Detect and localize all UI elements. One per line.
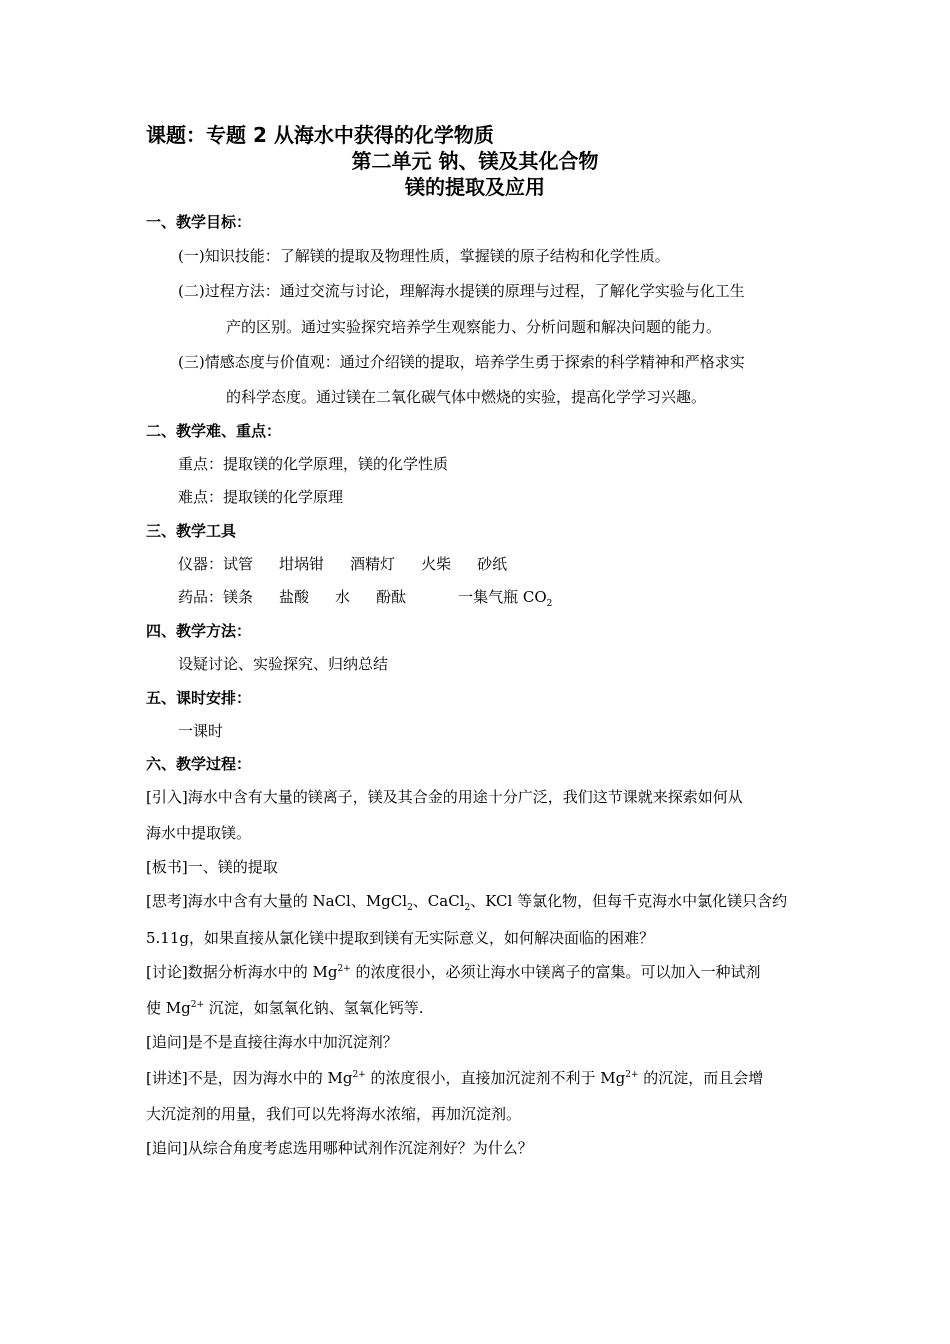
section-heading-goals: 一、教学目标：: [146, 213, 252, 231]
explain-text: 的沉淀，而且会增: [638, 1069, 764, 1087]
reagent-item: 水: [335, 588, 351, 606]
section-heading-methods: 四、教学方法：: [146, 622, 252, 640]
explain-line1: [146, 1068, 763, 1088]
think-text: 、CaCl: [412, 892, 465, 910]
section-heading-schedule: 五、课时安排：: [146, 689, 252, 707]
discuss-text: 使 Mg: [146, 999, 191, 1017]
superscript: 2+: [337, 964, 351, 974]
superscript: 2+: [352, 1070, 366, 1080]
superscript: 2+: [190, 1000, 205, 1010]
explain-line2: 大沉淀剂的用量，我们可以先将海水浓缩，再加沉淀剂。: [146, 1105, 522, 1123]
think-text: [思考]海水中含有大量的 NaCl、MgCl: [146, 892, 408, 910]
think-line2: 5.11g，如果直接从氯化镁中提取到镁有无实际意义，如何解决面临的困难？: [146, 929, 655, 947]
goal-knowledge: (一)知识技能：了解镁的提取及物理性质，掌握镁的原子结构和化学性质。: [178, 247, 670, 265]
subscript: 2: [464, 903, 471, 913]
unit-title: 第二单元 钠、镁及其化合物: [351, 149, 599, 173]
intro-line2: 海水中提取镁。: [146, 824, 252, 842]
key-point: 重点：提取镁的化学原理，镁的化学性质: [178, 455, 449, 473]
subscript: 2: [407, 903, 413, 913]
reagents-line: [178, 587, 552, 607]
course-title: 课题：专题 2 从海水中获得的化学物质: [146, 123, 494, 147]
goal-attitude-line1: (三)情感态度与价值观：通过介绍镁的提取，培养学生勇于探索的科学精神和严格求实: [178, 353, 745, 371]
section-heading-tools: 三、教学工具: [146, 522, 237, 540]
section-heading-keypoints: 二、教学难、重点：: [146, 422, 282, 440]
reagents-label: 药品：: [178, 588, 224, 606]
board-line: [板书]一、镁的提取: [146, 858, 278, 876]
difficult-point: 难点：提取镁的化学原理: [178, 488, 344, 506]
discuss-line1: [146, 962, 761, 982]
discuss-line2: [146, 998, 424, 1018]
instrument-item: 砂纸: [477, 555, 508, 573]
reagent-item: 一集气瓶 CO: [458, 588, 547, 606]
instrument-item: 试管: [223, 555, 254, 573]
schedule-content: 一课时: [178, 722, 224, 740]
explain-text: [讲述]不是，因为海水中的 Mg: [146, 1069, 353, 1087]
reagent-item: 镁条: [223, 588, 254, 606]
goal-process-line1: (二)过程方法：通过交流与讨论，理解海水提镁的原理与过程，了解化学实验与化工生: [178, 282, 745, 300]
superscript: 2+: [625, 1070, 639, 1080]
discuss-text: 的浓度很小，必须让海水中镁离子的富集。可以加入一种试剂: [350, 963, 761, 981]
co2-subscript: 2: [546, 599, 553, 609]
think-text: 、KCl 等氯化物，但每千克海水中氯化镁只含约: [470, 892, 788, 910]
ask-line2: [追问]从综合角度考虑选用哪种试剂作沉淀剂好？为什么？: [146, 1139, 533, 1157]
instrument-item: 火柴: [421, 555, 452, 573]
methods-content: 设疑讨论、实验探究、归纳总结: [178, 655, 389, 673]
reagent-item: 酚酞: [376, 588, 407, 606]
ask-line1: [追问]是不是直接往海水中加沉淀剂？: [146, 1033, 398, 1051]
think-line1: [146, 891, 787, 911]
explain-text: 的浓度很小，直接加沉淀剂不利于 Mg: [365, 1069, 626, 1087]
instruments-line: [178, 554, 507, 574]
discuss-text: [讨论]数据分析海水中的 Mg: [146, 963, 338, 981]
instrument-item: 坩埚钳: [279, 555, 325, 573]
goal-attitude-line2: 的科学态度。通过镁在二氧化碳气体中燃烧的实验，提高化学学习兴趣。: [226, 388, 707, 406]
instrument-item: 酒精灯: [350, 555, 396, 573]
goal-process-line2: 产的区别。通过实验探究培养学生观察能力、分析问题和解决问题的能力。: [226, 318, 722, 336]
lesson-title: 镁的提取及应用: [405, 175, 545, 199]
instruments-label: 仪器：: [178, 555, 224, 573]
intro-line1: [引入]海水中含有大量的镁离子，镁及其合金的用途十分广泛，我们这节课就来探索如何从: [146, 788, 743, 806]
section-heading-process: 六、教学过程：: [146, 755, 252, 773]
reagent-item: 盐酸: [279, 588, 310, 606]
discuss-text: 沉淀，如氢氧化钠、氢氧化钙等.: [204, 999, 424, 1017]
